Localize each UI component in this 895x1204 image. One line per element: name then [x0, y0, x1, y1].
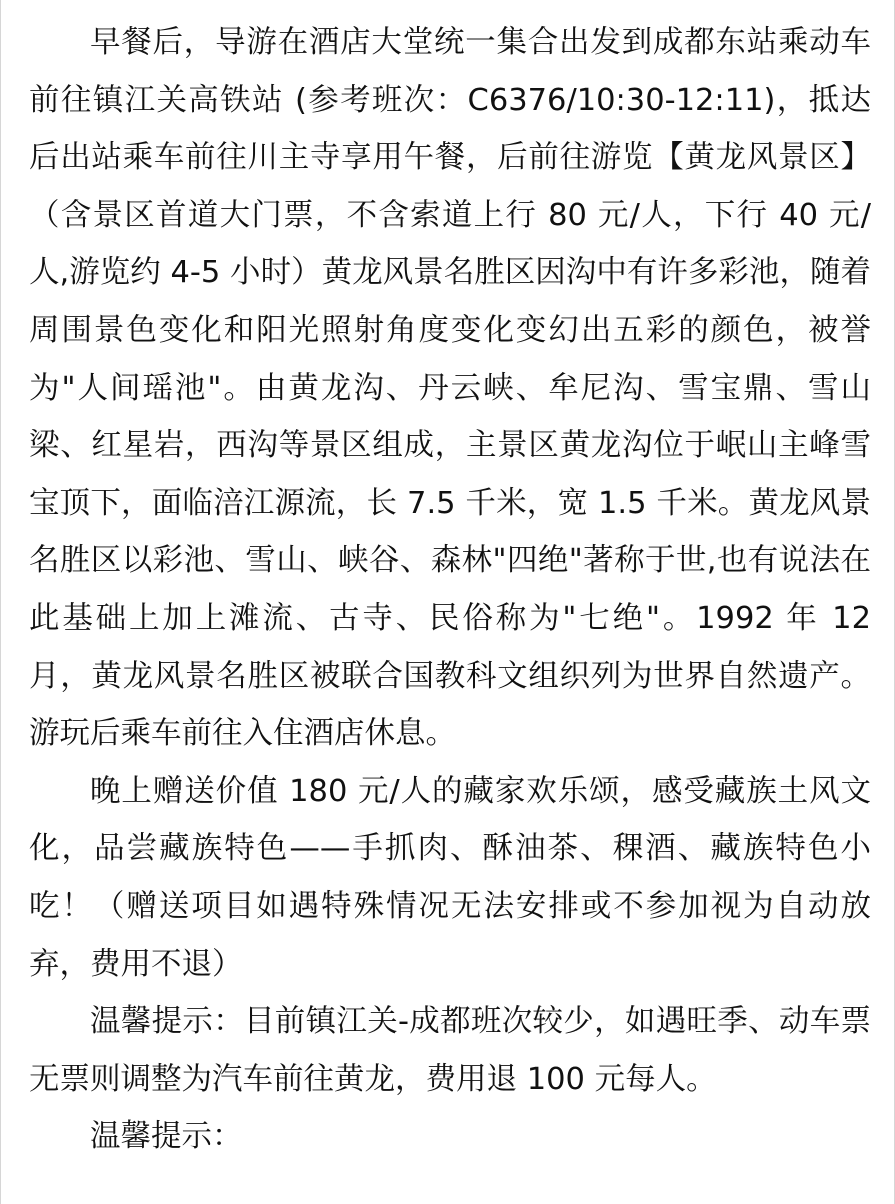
document-body [29, 14, 871, 1166]
paragraph-evening-show: 晚上赠送价值 180 元/人的藏家欢乐颂，感受藏族土风文化，品尝藏族特色——手抓肉、酥油茶、稞酒、藏族特色小吃！（赠送项目如遇特殊情况无法安排或不参加视为自动放弃，费用不退） [29, 773, 871, 982]
paragraph-tip-heading: 温馨提示： [90, 1119, 243, 1155]
paragraph-travel-tip: 温馨提示：目前镇江关-成都班次较少，如遇旺季、动车票无票则调整为汽车前往黄龙，费用退 100 元每人。 [29, 1004, 871, 1097]
paragraph-day-itinerary: 早餐后，导游在酒店大堂统一集合出发到成都东站乘动车前往镇江关高铁站 (参考班次：C6376/10:30-12:11)，抵达后出站乘车前往川主寺享用午餐，后前往游览【黄龙风景区】（含景区首道大门票，不含索道上行 80 元/人，下行 40 元/人,游览约 4-5 小时）黄龙风景名胜区因沟中有许多彩池，随着周围景色变化和阳光照射角度变化变幻出五彩的颜色，被誉为"人间瑶池"。由黄龙沟、丹云峡、牟尼沟、雪宝鼎、雪山梁、红星岩，西沟等景区组成，主景区黄龙沟位于岷山主峰雪宝顶下，面临涪江源流，长 7.5 千米，宽 1.5 千米。黄龙风景名胜区以彩池、雪山、峡谷、森林"四绝"著称于世,也有说法在此基础上加上滩流、古寺、民俗称为"七绝"。1992 年 12 月，黄龙风景名胜区被联合国教科文组织列为世界自然遗产。游玩后乘车前往入住酒店休息。 [29, 25, 871, 752]
